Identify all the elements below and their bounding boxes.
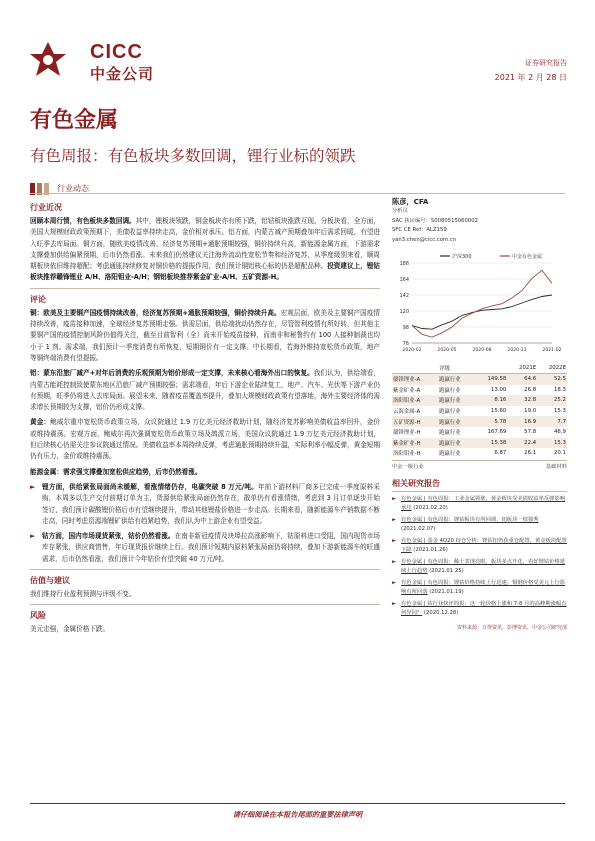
sidebar-column [392, 197, 567, 631]
value-cell: 20.1 [553, 450, 566, 457]
report-tag [30, 178, 89, 197]
related-report-item[interactable] [392, 558, 567, 576]
energy-metal-paragraph [30, 467, 380, 478]
table-row [392, 416, 567, 427]
y-tick-label: 186 [399, 261, 409, 267]
triangle-bullet-icon: ► [392, 579, 397, 586]
table-header: 2022E [537, 363, 567, 374]
cobalt-lead: 钴方面，国内市场现货紧张，钴价仍然看涨。 [42, 532, 175, 541]
value-cell: 15.38 [475, 438, 508, 449]
rating-cell: 跑赢行业 [438, 374, 475, 385]
x-tick-label: 2020-08 [472, 348, 492, 353]
analyst-sac: SAC 执证编号：S0080515060002 [392, 217, 479, 224]
stock-name-cell: 五矿资源-H [392, 416, 438, 427]
related-reports-list [392, 495, 567, 618]
triangle-bullet-icon: ► [392, 537, 397, 544]
copper-lead: 铜：欧美及主要铜产国疫情持续改善，经济复苏预期+通胀预期较强，铜价持续升高。 [30, 308, 281, 317]
divider [30, 604, 380, 605]
table-row [392, 385, 567, 396]
table-header: 2021E [507, 363, 537, 374]
section-title-recent: 行业近况 [30, 203, 62, 212]
valuation-text: 我们维持行业盈利预测与评级不变。 [30, 590, 136, 599]
value-cell: 26.8 [524, 386, 537, 393]
value-cell: 19.0 [524, 408, 537, 415]
copper-text: 宏观层面，欧美及主要铜产国疫情持续改善，疫苗接种加速，全球经济复苏预期走强。供需层面，供给端扰动仍然存在，尽管智利疫情有所好转，但其他主要铜产国的疫情控制风险仍值得关注，截至目前智利（全）尚未开始疫苗接种，而南非和秘鲁约有 100 人接种制裁也均小于 1 剂。需求端，我们预计一季度消费有所恢复，短期铜价有一定支撑。中长期看，若海外维持宽松货币政策，地产等铜终端消费有望提振。 [30, 308, 380, 362]
analyst-email[interactable]: yan3.chen@cicc.com.cn [392, 236, 457, 243]
analyst-sfc: SFC CE Ref：ALZ159 [392, 227, 447, 233]
lithium-lead: 锂方面，供给紧张局面尚未缓解，看涨情绪仍存，电碳突破 8 万元/吨。 [42, 482, 258, 491]
gold-text: 鲍威尔重申宽松货币政策立场，众议院通过 1.9 万亿美元经济救助计划，随经济复苏影响美债收益率回升，金价或维持震荡。宏观方面，鲍威尔再次强调宽松货币政策立场及鸽派立场，美国众议院通过 1.9 万亿美元经济救助计划，但后续核心仍需关注参议院通过情况。美债收益率本周持续反弹，考虑通胀预期持续升温，实际利率小幅反弹，黄金短期仍有压力，金价或维持震荡。 [30, 418, 381, 461]
table-footer-left: 中金一级行业 [392, 463, 424, 470]
legend-label: 中金有色金属 [512, 254, 543, 260]
risk-text: 美元走强，金属价格下跌。 [30, 625, 110, 634]
rating-cell: 跑赢行业 [439, 387, 461, 394]
related-report-text [401, 600, 567, 618]
table-header: 评级 [438, 363, 475, 374]
rating-cell: 跑赢行业 [438, 395, 475, 406]
value-cell: 26.1 [524, 450, 537, 457]
related-report-text [401, 579, 567, 597]
y-tick-label: 142 [399, 293, 409, 299]
triangle-bullet-icon: ► [392, 495, 397, 502]
value-cell: 52.5 [537, 374, 567, 385]
table-header-row [392, 363, 567, 374]
value-cell: 18.3 [553, 386, 566, 393]
gold-lead: 黄金： [30, 418, 51, 427]
y-tick-label: 76 [402, 341, 409, 347]
aluminum-lead: 铝：蒙东沿旅厂减产+对年后消费的乐观预期为铝价形成一定支撑，未来核心看海外出口的恢复。 [30, 369, 314, 378]
analyst-name: 陈彦，CFA [392, 197, 429, 206]
stock-name-cell: 紫金矿业-H [392, 438, 438, 449]
related-report-date: (2021.01.19) [429, 588, 464, 595]
rating-cell: 跑赢行业 [439, 451, 461, 458]
stock-name-cell: 洛阳钼业-A [392, 395, 438, 406]
table-row [392, 448, 567, 459]
aluminum-paragraph [30, 368, 380, 413]
value-cell: 6.87 [494, 450, 507, 457]
value-cell: 7.7 [537, 416, 567, 427]
legend-label: 沪深300 [452, 254, 472, 260]
cobalt-paragraph [42, 531, 380, 565]
value-cell: 13.00 [490, 386, 507, 393]
value-cell: 57.8 [524, 429, 537, 436]
value-cell: 22.4 [507, 438, 537, 449]
rating-cell: 跑赢行业 [438, 416, 475, 427]
related-report-link[interactable]: 有色金属 | 有色周报：锂钴价格持续上行迅速，铜钢价格受美元上行影响有所回落 [401, 579, 566, 595]
table-row [392, 374, 567, 385]
lithium-text: 年前下游材料厂商多已完成一季度原料采购，本周多以生产交付前期订单为主，货源供给紧张局面仍然存在，散单仍有看涨情绪，考虑到 3 月订单逐步开始签订，我们预计碳酸锂价格后市有望继续提升，带动其他锂盐价格进一步走高。长期来看，随新能源车产销数据不断走高，同时考虑资源端锂矿供给有趋紧趋势，我们认为中上游企业有望受益。 [42, 482, 380, 525]
recent-paragraph [30, 216, 380, 284]
report-type: 证券研究报告 [525, 59, 567, 67]
related-report-date: (2021.01.25) [429, 567, 464, 574]
related-report-link[interactable]: 有色金属 | 有色周报：稀土表现亮眼，板块多点开花，看好锂钴价格延续上行趋势 [401, 558, 566, 574]
industry-title: 有色金属 [30, 107, 119, 133]
section-title-risk: 风险 [30, 611, 46, 621]
y-tick-label: 164 [399, 277, 409, 283]
triangle-bullet-icon: ► [30, 532, 36, 541]
related-report-link[interactable]: 有色金属 | 有色周报：工业金属领涨，黄金板块受美债收益率反弹影响承压 [401, 495, 566, 511]
stock-name-cell: 紫金矿业-A [393, 387, 421, 394]
value-cell: 8.16 [475, 395, 508, 406]
triangle-bullet-icon: ► [30, 482, 36, 491]
value-cell: 15.60 [490, 408, 507, 415]
related-report-date: (2021.02.20) [413, 504, 448, 511]
stock-table [392, 363, 567, 459]
performance-chart [392, 249, 567, 359]
value-cell: 46.9 [553, 429, 566, 436]
related-report-link[interactable]: 有色金属 | 有色周报：锂钴板块有所回调，铝板块一枝独秀 [401, 516, 539, 523]
report-headline: 有色周报：有色板块多数回调，锂行业标的领跌 [30, 147, 356, 165]
copper-paragraph [30, 308, 380, 364]
related-report-link[interactable]: 有色金属 | 基金 4Q20 持仓分析：锂钴铝仍获重仓配置，黄金板块配置下降 [401, 537, 567, 553]
brand-name-en: CICC [90, 41, 143, 63]
triangle-bullet-icon: ► [392, 600, 397, 607]
x-tick-label: 2020-05 [437, 348, 457, 353]
triangle-bullet-icon: ► [392, 558, 397, 565]
divider [392, 491, 567, 492]
rating-cell: 跑赢行业 [438, 438, 475, 449]
stock-name-cell: 云海金属-A [393, 409, 421, 416]
x-tick-label: 2021-02 [542, 348, 562, 353]
section-title-valuation: 估值与建议 [30, 576, 70, 586]
aluminum-text: 我们认为，供给端看，内蒙古能耗控制致使蒙东地区沿旅厂减产预期较强；需求端看，年后下游企业陆续复工，地产、汽车、光伏等下游产业仍有预期，旺季仍将进入去库局面。展望未来，随着疫苗覆盖率提升，叠加大规模财政政策有望落地，海外主要经济体的需求增长预期较为支撑，铝价仍形成支撑。 [30, 369, 380, 412]
value-cell: 15.3 [553, 408, 566, 415]
value-cell: 32.8 [507, 395, 537, 406]
related-report-item[interactable] [392, 516, 567, 534]
tag-label: 行业动态 [57, 184, 89, 193]
cobalt-text: 在南非新冠疫情及块埠拉高涨影响下，钴原料进口受阻，国内现货市场库存紧张，供应商惜售，年后现货报价继续上行。我们预计短期内原料紧张局面仍将持续，叠加下游新能源车的旺盛需求，后市仍然看涨，我们预计今年钴价有望突破 40 万元/吨。 [42, 532, 380, 563]
x-tick-label: 2020-02 [402, 348, 422, 353]
footer-divider [30, 803, 565, 804]
series-line-0 [412, 295, 552, 329]
related-report-date: (2021.02.07) [401, 525, 436, 532]
related-report-text [401, 516, 567, 534]
divider [30, 288, 380, 289]
triangle-bullet-icon: ► [392, 516, 397, 523]
value-cell: 5.78 [475, 416, 508, 427]
related-report-text [401, 495, 567, 513]
lithium-bullet [30, 482, 380, 527]
value-cell: 15.3 [537, 438, 567, 449]
value-cell: 25.2 [537, 395, 567, 406]
table-row [392, 438, 567, 449]
rating-cell: 跑赢行业 [439, 430, 461, 437]
rating-cell: 跑赢行业 [439, 409, 461, 416]
table-row [392, 406, 567, 417]
related-source: 资料来源：万得资讯，彭博资讯，中金公司研究部 [456, 624, 567, 631]
cobalt-bullet [30, 531, 380, 565]
recent-text: 其中，锂板块领跌，铜金板块亦有所下跌，铝钴板块涨跌互现。分板块看，全方面，美国大规模财政政策预期下，美债收益率持续走高，金价相对承压。铝方面，内蒙古减产预期叠加年后需求回暖，有望进入旺季去库局面。铜方面，随欧美疫情改善、经济复苏预期+通胀预期较强，铜价持续升高，新能源金属方面，下游需求支撑叠加供给偏紧预期，后市仍然看涨。未来我们仍然建议关注海外流动性宽松节奏和经济复苏，从季度级别来看，顺周期板块依旧维持超配；考虑通胀持续修复对铜价格的提振作用，我们预计铜铝核心标的仍是超配品种。 [30, 217, 381, 271]
related-report-date: (2020.12.28) [423, 609, 459, 616]
stock-name-cell: 赣锋锂业-H [393, 430, 421, 437]
table-footer [392, 460, 567, 470]
value-cell: 167.69 [487, 429, 507, 436]
analyst-role: 分析员 [392, 208, 408, 214]
related-report-text [401, 537, 567, 555]
table-header [392, 363, 438, 374]
related-report-link[interactable]: 有色金属 | 钴行业快评简报：这一轮价格上涨和 7-8 月的高峰期涨幅有何异同？ [401, 600, 567, 616]
related-report-date: (2021.01.26) [413, 546, 448, 553]
table-row [392, 395, 567, 406]
lithium-paragraph [42, 482, 380, 527]
recent-lead: 回顾本周行情，有色板块多数回调。 [30, 217, 136, 225]
table-footer-right: 基础材料 [545, 463, 567, 470]
related-report-item[interactable] [392, 537, 567, 555]
energy-lead: 能源金属：需求强支撑叠加宽松供应趋势，后市仍然看涨。 [30, 467, 202, 476]
recent-recommendation: 投资建议上，锂钴板块推荐赣锋锂业 A/H、洛阳钼业-A/H；钢铝板块推荐紫金矿业-A/H、五矿资源-H。 [30, 262, 381, 282]
table-header [475, 363, 508, 374]
value-cell: 16.9 [507, 416, 537, 427]
stock-name-cell: 赣锋锂业-A [392, 374, 438, 385]
table-row [392, 427, 567, 438]
stock-name-cell: 洛阳钼业-H [393, 451, 421, 458]
performance-chart-svg [392, 249, 567, 359]
related-report-text [401, 558, 567, 576]
footer-disclaimer: 请仔细阅读在本报告尾部的重要法律声明 [232, 810, 363, 819]
y-tick-label: 120 [399, 309, 409, 315]
divider [30, 569, 380, 570]
related-report-item[interactable] [392, 579, 567, 597]
cicc-logo-icon [28, 40, 68, 80]
related-report-item[interactable] [392, 600, 567, 618]
value-cell: 64.6 [507, 374, 537, 385]
x-tick-label: 2020-11 [507, 348, 527, 353]
related-report-item[interactable] [392, 495, 567, 513]
related-reports-title: 相关研究报告 [392, 478, 440, 488]
report-date: 2021 年 2 月 28 日 [494, 73, 567, 82]
divider [30, 193, 565, 194]
brand-name-cn: 中金公司 [90, 65, 155, 83]
y-tick-label: 98 [402, 325, 409, 331]
section-title-comment: 评论 [30, 294, 46, 304]
gold-paragraph [30, 417, 380, 462]
main-column [30, 202, 380, 640]
value-cell: 149.58 [475, 374, 508, 385]
